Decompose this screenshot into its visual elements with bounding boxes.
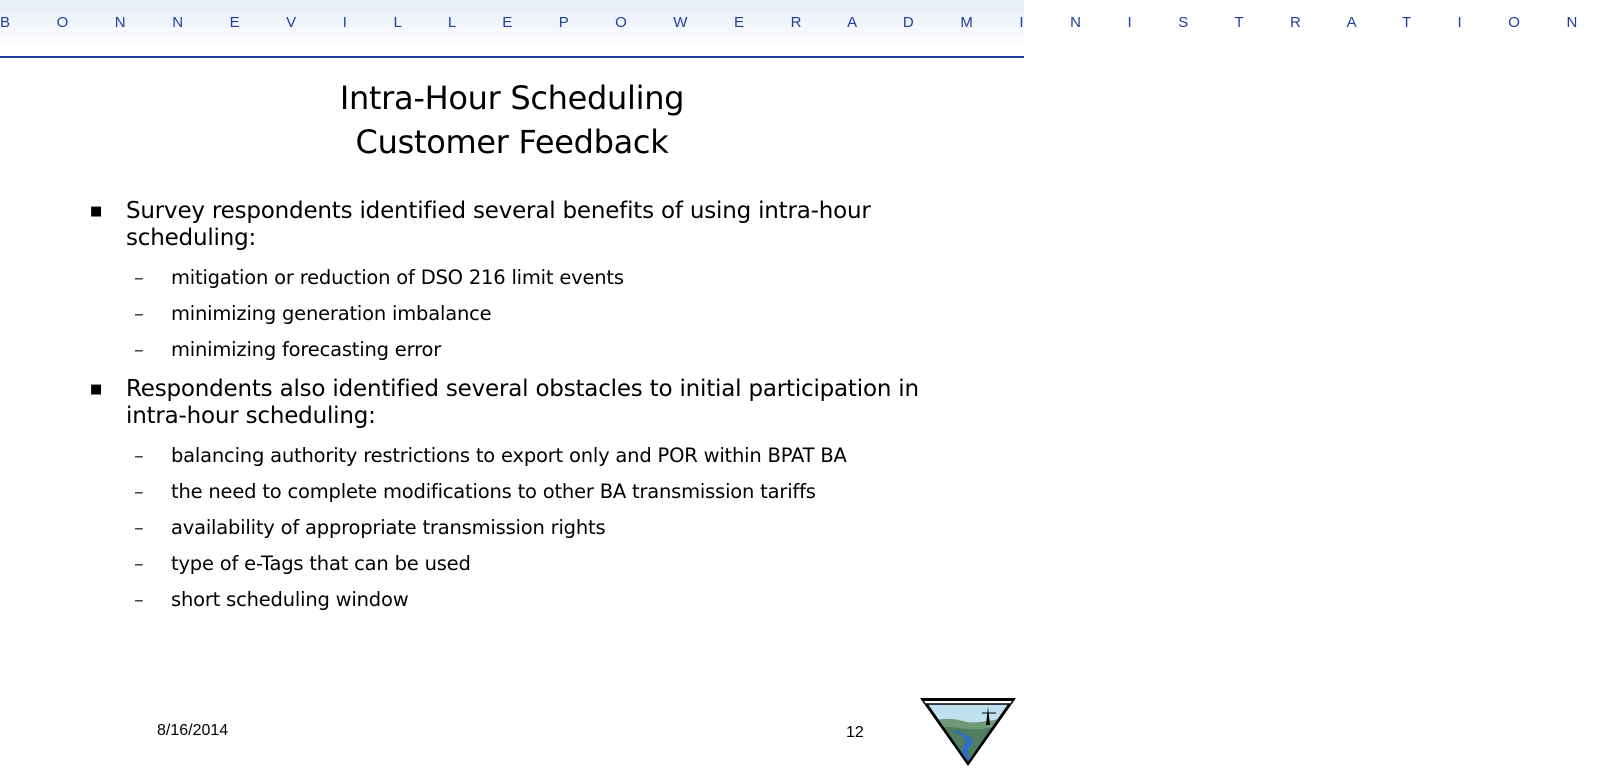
slide-title-line-2: Customer Feedback [355,123,669,161]
en-dash-icon: – [134,480,144,503]
bullet-item [84,198,954,252]
sub-bullet-text: mitigation or reduction of DSO 216 limit events [171,266,624,289]
square-bullet-icon: ■ [90,204,103,219]
sub-bullet-item [84,302,954,326]
sub-bullet-text: balancing authority restrictions to export only and POR within BPAT BA [171,444,847,467]
sub-bullet-item [84,480,954,504]
footer-date: 8/16/2014 [157,722,229,739]
sub-bullet-item [84,588,954,612]
bullet-text: Respondents also identified several obstacles to initial participation in intra-hour scheduling: [126,376,919,429]
en-dash-icon: – [134,552,144,575]
sub-bullet-text: short scheduling window [171,588,409,611]
en-dash-icon: – [134,516,144,539]
sub-bullet-text: minimizing generation imbalance [171,302,492,325]
sub-bullet-text: type of e-Tags that can be used [171,552,471,575]
sub-bullet-item [84,338,954,362]
header-banner [0,0,1599,48]
sub-bullet-text: availability of appropriate transmission rights [171,516,606,539]
bullet-item [84,376,954,430]
square-bullet-icon: ■ [90,382,103,397]
header-divider [0,56,1024,58]
bullet-text: Survey respondents identified several benefits of using intra-hour scheduling: [126,198,871,251]
sub-bullet-text: minimizing forecasting error [171,338,442,361]
en-dash-icon: – [134,444,144,467]
en-dash-icon: – [134,302,144,325]
organization-name: B O N N E V I L L E P O W E R A D M I N I S T R A T I O N [0,14,1599,31]
slide-body [84,198,954,624]
slide-title-line-1: Intra-Hour Scheduling [339,79,685,117]
sub-bullet-item [84,516,954,540]
sub-bullet-item [84,552,954,576]
bpa-triangle-logo-icon [918,695,1018,767]
sub-bullet-item [84,444,954,468]
sub-bullet-text: the need to complete modifications to other BA transmission tariffs [171,480,816,503]
en-dash-icon: – [134,266,144,289]
slide-title [0,76,1024,164]
page-number: 12 [846,724,864,741]
en-dash-icon: – [134,338,144,361]
en-dash-icon: – [134,588,144,611]
sub-bullet-item [84,266,954,290]
